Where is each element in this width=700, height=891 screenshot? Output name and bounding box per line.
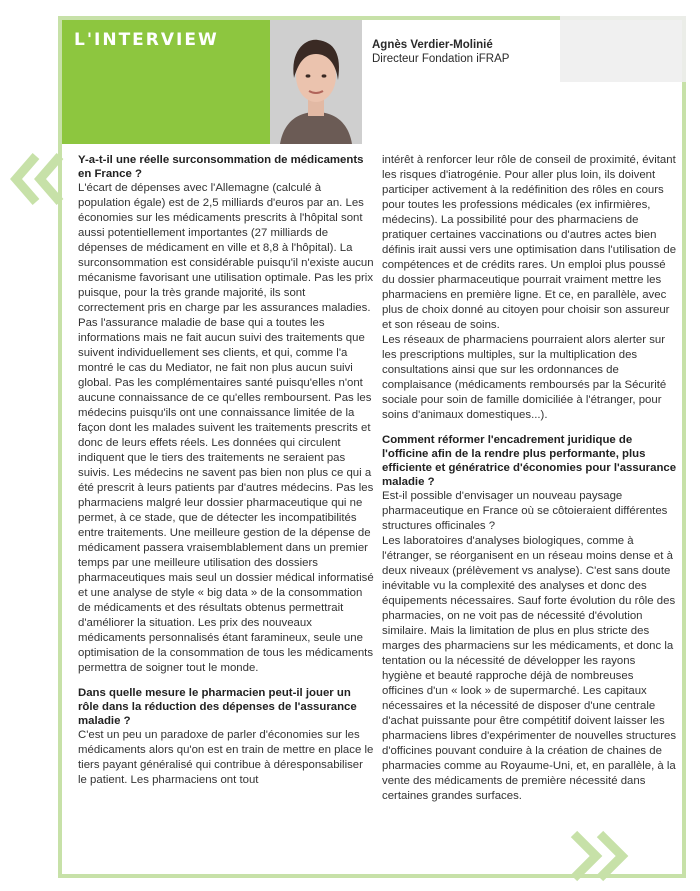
question-pharmacist-role: Dans quelle mesure le pharmacien peut-il jouer un rôle dans la réduction des dépenses de l'assurance maladie ? xyxy=(78,687,357,727)
article-column-right xyxy=(382,153,678,804)
answer-pharmacy-networks: Les réseaux de pharmaciens pourraient alors alerter sur les prescriptions multiples, sur la multiplication des consultations ainsi que sur les ordonnances de complaisance (médicaments remboursés par la Sécurité sociale pour soin de famille domiciliée à l'étranger, pour soins d'animaux domestiques...). xyxy=(382,334,667,421)
answer-legal-reform: Les laboratoires d'analyses biologiques, comme à l'étranger, se réorganisent en un réseau moins dense et à deux niveaux (prélèvement vs analyse). C'est sans doute inévitable vu la complexité des analyses et donc des équipements nécessaires. Sauf forte évolution du rôle des pharmacies, on ne voit pas de nécessité d'évolution similaire. Mais la limitation de plus en plus stricte des marges des pharmaciens sur les médicaments, et donc la tentation ou la nécessité de développer les rayons hygiène et beauté rapproche déjà de nombreuses officines d'un « look » de supermarché. Les capitaux nécessaires et la nécessité de disposer d'une centrale d'achat puissante pour être compétitif doivent laisser les pharmaciens libres d'expérimenter de nouvelles structures d'officines pouvant conduire à la création de chaines de pharmacies comme au Royaume-Uni, et, en parallèle, à la vente des médicaments de première nécessité dans certaines grandes surfaces. xyxy=(382,535,677,802)
section-title: L'INTERVIEW xyxy=(74,30,219,50)
double-chevron-left-icon xyxy=(6,152,66,206)
article-column-left xyxy=(78,153,374,788)
question-legal-reform: Comment réformer l'encadrement juridique de l'officine afin de la rendre plus performante, plus efficiente et génératrice d'économies pour l'assurance maladie ? xyxy=(382,434,677,488)
double-chevron-right-icon xyxy=(566,830,636,882)
top-right-gray-panel xyxy=(560,16,686,82)
answer-legal-reform-intro: Est-il possible d'envisager un nouveau paysage pharmaceutique en France où se côtoieraient différentes structures officinales ? xyxy=(382,490,668,532)
answer-pharmacist-role: C'est un peu un paradoxe de parler d'économies sur les médicaments alors qu'on est en train de mettre en place le tiers payant généralisé qui contribue à déresponsabiliser le patient. Les pharmaciens ont tout xyxy=(78,729,374,786)
woman-portrait-icon xyxy=(270,20,362,144)
answer-overconsumption: L'écart de dépenses avec l'Allemagne (calculé à population égale) est de 2,5 milliards d'euros par an. Les économies sur les médicaments prescrits à l'hôpital sont aussi potentiellement importantes (27 milliards de dépenses de médicament en ville et 8,8 à l'hôpital). La surconsommation est considérable puisqu'il n'existe aucun mécanisme favorisant une utilisation optimale. Pas les prix puisque, pour la très grande majorité, ils sont correctement pris en charge par les assurances maladies. Pas l'assurance maladie de base qui a toutes les informations mais ne fait aucun suivi des traitements que suivent individuellement ses clients, et qui, comme l'a montré le cas du Mediator, ne fait non plus aucun suivi global. Pas les complémentaires santé puisqu'elles n'ont aucune connaissance de ce qu'elles remboursent. Pas les médecins puisqu'ils ont une connaissance limitée de la façon dont les malades suivent les traitements prescrits et donc de leurs effets réels. Les données qui circulent indiquent que le tiers des traitements ne seraient pas suivis. Les médecins ne savent pas bien non plus ce qui a été prescrit à leurs patients par d'autres médecins. Pas les pharmaciens malgré leur dossier pharmaceutique qui ne permet, à ce stade, que de détecter les incompatibilités entre traitements. Une meilleure gestion de la dépense de médicament passera vraisemblablement dans un premier temps par une meilleure utilisation des dossiers pharmaceutiques mais seul un dossier médical informatisé et une analyse de style « big data » de la consommation de médicaments et des résultats obtenus permettrait d'améliorer la situation. Les prix des nouveaux médicaments personnalisés étant faramineux, seule une optimisation de la consommation de tous les médicaments permettra de soigner tout le monde. xyxy=(78,182,374,674)
author-name: Agnès Verdier-Molinié xyxy=(372,39,493,51)
author-photo xyxy=(270,20,362,144)
question-overconsumption: Y-a-t-il une réelle surconsommation de médicaments en France ? xyxy=(78,154,364,180)
answer-pharmacist-role-continued: intérêt à renforcer leur rôle de conseil de proximité, évitant les risques d'iatrogénie. Pour aller plus loin, ils doivent participer activement à la redéfinition des rôles en cours pour toutes les professions médicales (ex infirmières, médecins). La possibilité pour des pharmaciens de pratiquer certaines vaccinations ou d'autres actes bien définis irait aussi vers une optimisation dans l'utilisation de compétences et de crédits rares. Un emploi plus poussé du dossier pharmaceutique pourrait vraiment mettre les pharmaciens en première ligne. Et ce, en parallèle, avec plus de choix donné au citoyen pour choisir son assureur et son réseau de soins. xyxy=(382,154,677,331)
author-role: Directeur Fondation iFRAP xyxy=(372,53,510,65)
author-block xyxy=(372,38,509,66)
